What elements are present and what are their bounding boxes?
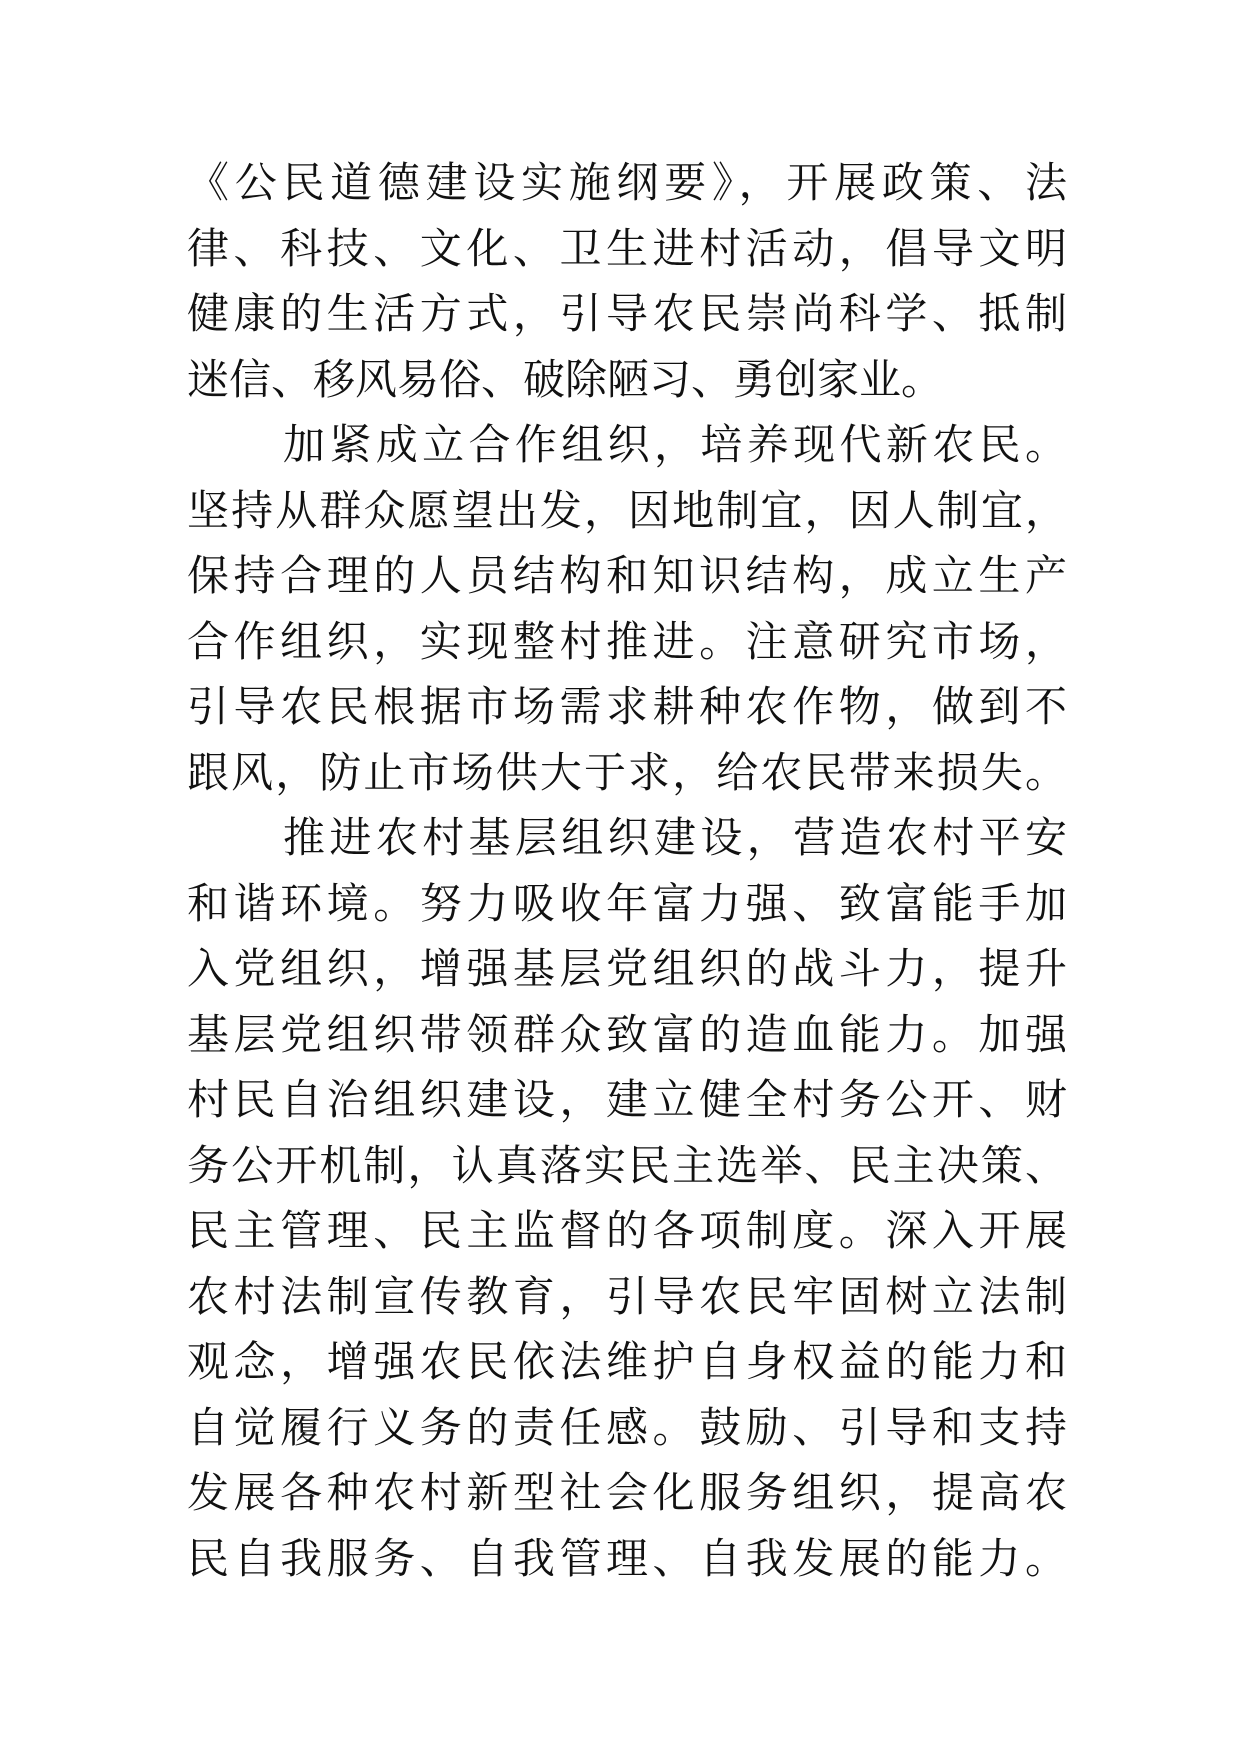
text-line: 保持合理的人员结构和知识结构，成立生产	[187, 551, 1067, 600]
text-line: 农村法制宣传教育，引导农民牢固树立法制	[187, 1271, 1067, 1321]
text-line: 民自我服务、自我管理、自我发展的能力。	[187, 1533, 1067, 1583]
text-line: 发展各种农村新型社会化服务组织，提高农	[187, 1468, 1067, 1517]
text-line: 律、科技、文化、卫生进村活动，倡导文明	[187, 223, 1067, 273]
text-line: 《公民道德建设实施纲要》，开展政策、法	[187, 158, 1067, 207]
text-line: 引导农民根据市场需求耕种农作物，做到不	[187, 682, 1067, 731]
text-line: 村民自治组织建设，建立健全村务公开、财	[187, 1075, 1067, 1124]
text-line: 跟风，防止市场供大于求，给农民带来损失。	[187, 747, 1067, 797]
text-line: 民主管理、民主监督的各项制度。深入开展	[187, 1206, 1067, 1255]
text-line: 务公开机制，认真落实民主选举、民主决策、	[187, 1140, 1067, 1190]
paragraph-first-line: 推进农村基层组织建设，营造农村平安	[283, 813, 1067, 862]
text-line: 合作组织，实现整村推进。注意研究市场，	[187, 616, 1067, 666]
text-line: 和谐环境。努力吸收年富力强、致富能手加	[187, 878, 1067, 928]
text-line: 观念，增强农民依法维护自身权益的能力和	[187, 1337, 1067, 1386]
text-line: 坚持从群众愿望出发，因地制宜，因人制宜，	[187, 485, 1067, 535]
text-line: 迷信、移风易俗、破除陋习、勇创家业。	[187, 354, 944, 404]
body-text	[187, 150, 1067, 1591]
text-line: 入党组织，增强基层党组织的战斗力，提升	[187, 944, 1067, 993]
text-line: 自觉履行义务的责任感。鼓励、引导和支持	[187, 1402, 1067, 1452]
paragraph-first-line: 加紧成立合作组织，培养现代新农民。	[283, 420, 1067, 469]
text-line: 基层党组织带领群众致富的造血能力。加强	[187, 1009, 1067, 1059]
text-line: 健康的生活方式，引导农民崇尚科学、抵制	[187, 289, 1067, 338]
